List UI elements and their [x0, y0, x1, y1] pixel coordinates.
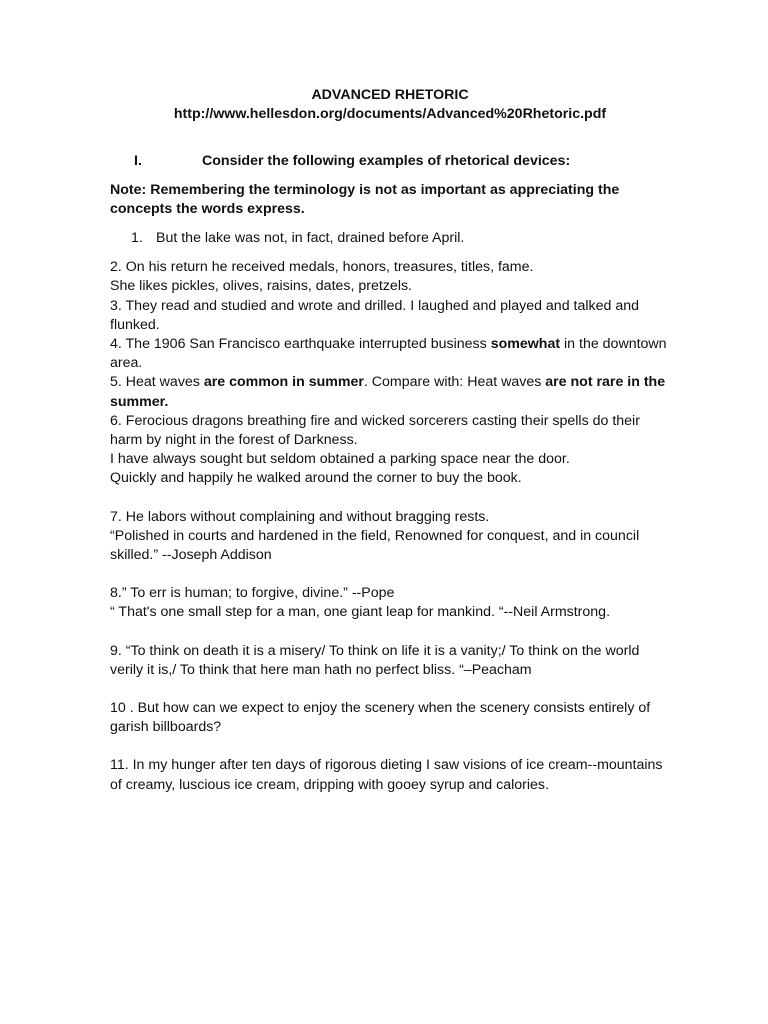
example-line: 10 . But how can we expect to enjoy the scenery when the scenery consists entirely of garish billboards? — [110, 700, 651, 736]
examples-group-9 — [110, 642, 670, 680]
section-heading-text: Consider the following examples of rhetorical devices: — [202, 153, 571, 170]
example-line: Quickly and happily he walked around the corner to buy the book. — [110, 470, 522, 487]
source-url: http://www.hellesdon.org/documents/Advanced%20Rhetoric.pdf — [173, 106, 607, 123]
example-line: 7. He labors without complaining and without bragging rests. — [110, 508, 490, 525]
example-line: 2. On his return he received medals, honors, treasures, titles, fame. — [110, 259, 534, 276]
example-emphasis: are common in summer — [203, 374, 364, 391]
examples-group-10 — [110, 699, 670, 737]
example-item-1 — [131, 229, 670, 248]
example-line: “Polished in courts and hardened in the field, Renowned for conquest, and in council skilled.” --Joseph Addison — [110, 527, 640, 564]
example-line: 3. They read and studied and wrote and drilled. I laughed and played and talked and flunked. — [110, 297, 640, 333]
example-text: 4. The 1906 San Francisco earthquake interrupted business — [110, 336, 491, 353]
example-line-5 — [110, 373, 670, 411]
examples-group-2-6 — [110, 258, 670, 488]
example-line: I have always sought but seldom obtained a parking space near the door. — [110, 451, 570, 468]
example-line: 9. “To think on death it is a misery/ To think on life it is a vanity;/ To think on the world verily it is,/ To think that here man hath no perfect bliss. “–Peacham — [110, 642, 640, 678]
document-title: ADVANCED RHETORIC — [311, 87, 469, 103]
example-line: 11. In my hunger after ten days of rigorous dieting I saw visions of ice cream--mountains of creamy, luscious ice cream, dripping with gooey syrup and calories. — [110, 757, 663, 793]
example-item-1-text: But the lake was not, in fact, drained before April. — [156, 230, 465, 247]
example-emphasis: are not rare in the summer. — [110, 374, 666, 410]
example-line: 8.” To err is human; to forgive, divine.” --Pope — [110, 585, 395, 602]
examples-group-11 — [110, 756, 670, 794]
example-text: . Compare with: Heat waves — [363, 374, 546, 391]
example-emphasis: somewhat — [490, 336, 561, 353]
examples-group-8 — [110, 584, 670, 622]
section-numeral: I. — [134, 153, 142, 170]
note-paragraph: Note: Remembering the terminology is not as important as appreciating the concepts the words express. — [110, 181, 620, 217]
example-line: She likes pickles, olives, raisins, dates, pretzels. — [110, 278, 413, 295]
examples-group-7 — [110, 508, 670, 566]
section-heading — [110, 152, 670, 171]
example-text: 5. Heat waves — [110, 374, 204, 391]
example-line: “ That's one small step for a man, one giant leap for mankind. “--Neil Armstrong. — [110, 604, 611, 621]
example-line-4 — [110, 335, 670, 373]
example-text: in the downtown area. — [110, 336, 667, 372]
example-item-1-number: 1. — [131, 230, 143, 247]
example-line: 6. Ferocious dragons breathing fire and wicked sorcerers casting their spells do their harm by night in the forest of Darkness. — [110, 412, 640, 449]
document-page — [110, 86, 670, 795]
